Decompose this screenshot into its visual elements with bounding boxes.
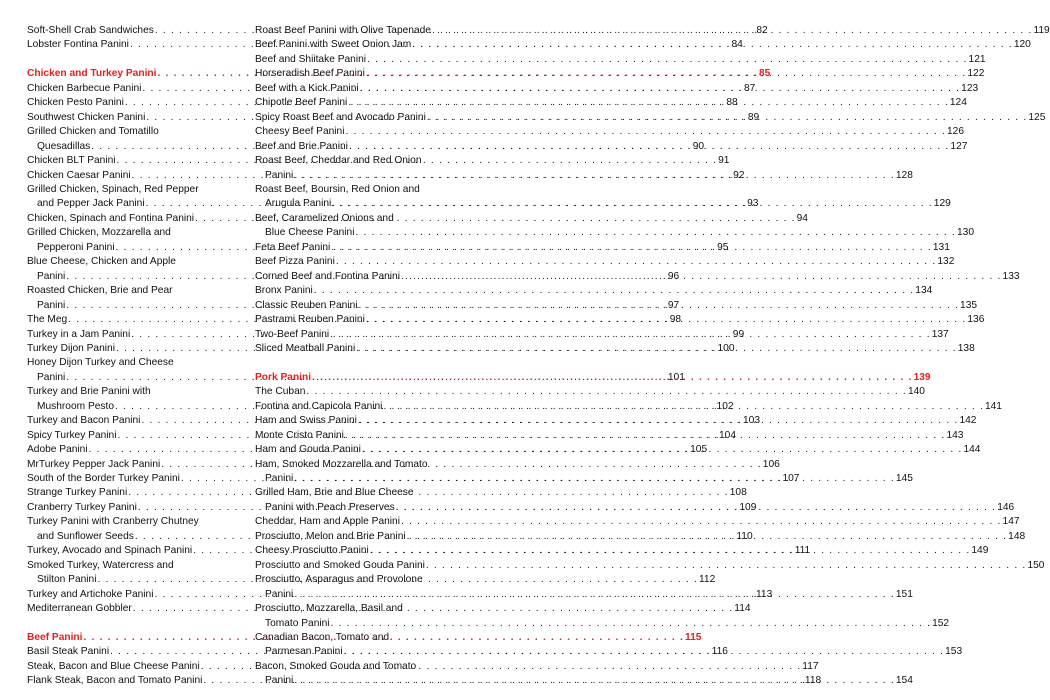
toc-entry-title: Roast Beef, Boursin, Red Onion and	[255, 183, 420, 195]
toc-entry-continuation	[255, 226, 975, 240]
toc-entry-title: Sliced Meatball Panini	[255, 342, 356, 354]
toc-page-number: 82	[756, 25, 768, 36]
toc-entry-title: Roast Beef, Cheddar and Red Onion	[255, 155, 422, 167]
toc-page-number: 141	[984, 400, 1002, 412]
toc-entry-title: Beef and Brie Panini	[255, 140, 348, 152]
toc-page-number: 129	[933, 198, 951, 210]
toc-entry	[255, 559, 1045, 573]
toc-entry-title: Blue Cheese, Chicken and Apple	[27, 256, 176, 268]
section-spacer	[27, 53, 235, 67]
toc-entry	[27, 674, 822, 688]
dot-leader	[349, 140, 950, 154]
dot-leader	[366, 313, 967, 327]
dot-leader	[426, 559, 1027, 573]
toc-entry-title: Cheesy Prosciutto Panini	[255, 545, 369, 557]
toc-page-number: 111	[794, 545, 811, 557]
dot-leader	[336, 255, 937, 269]
toc-entry-title: Fontina and Capicola Panini	[255, 400, 383, 412]
toc-entry	[255, 284, 933, 298]
toc-page-number: 94	[796, 212, 808, 224]
dot-leader	[306, 385, 907, 399]
toc-entry	[255, 125, 965, 139]
toc-entry	[255, 486, 463, 500]
toc-entry	[255, 385, 925, 399]
dot-leader	[401, 270, 1002, 284]
dot-leader	[432, 24, 1033, 38]
toc-page-number: 113	[756, 588, 773, 600]
toc-entry-title: The Cuban	[255, 386, 306, 398]
toc-entry-title: Tomato Panini	[265, 617, 330, 629]
dot-leader	[370, 544, 971, 558]
section-heading-title: Chicken and Turkey Panini	[27, 68, 157, 80]
toc-entry	[255, 631, 463, 645]
toc-entry-title: Arugula Panini	[265, 198, 332, 210]
toc-entry	[27, 356, 235, 370]
toc-entry-title: Turkey and Bacon Panini	[27, 415, 141, 427]
toc-page-number: 96	[667, 270, 680, 282]
toc-entry-title: Strange Turkey Panini	[27, 487, 128, 499]
toc-entry-title: Stilton Panini	[37, 574, 97, 586]
toc-page-number: 149	[971, 545, 989, 557]
toc-entry-title: Bacon, Smoked Gouda and Tomato	[255, 660, 417, 672]
section-spacer	[27, 617, 235, 631]
toc-entry-title: Turkey and Brie Panini with	[27, 386, 151, 398]
toc-page-number: 152	[932, 617, 950, 629]
dot-leader	[332, 197, 933, 211]
toc-entry-title: Turkey in a Jam Panini	[27, 328, 131, 340]
toc-entry	[255, 53, 986, 67]
dot-leader	[294, 169, 895, 183]
toc-entry-title: Flank Steak, Bacon and Tomato Panini	[27, 675, 203, 687]
toc-entry-title: Smoked Turkey, Watercress and	[27, 559, 174, 571]
toc-entry-title: Beef with a Kick Panini	[255, 82, 359, 94]
toc-entry-title: Pepperoni Panini	[37, 241, 115, 253]
toc-entry	[27, 284, 235, 298]
toc-page-number: 110	[736, 530, 753, 542]
toc-page-number: 148	[1008, 530, 1026, 542]
toc-page-number: 123	[961, 82, 979, 94]
toc-entry-title: Quesadillas	[37, 140, 91, 152]
toc-entry-title: Chipotle Beef Panini	[255, 97, 348, 109]
toc-page-number: 124	[949, 97, 967, 109]
toc-page-number: 100	[717, 342, 735, 354]
toc-entry	[255, 573, 463, 587]
toc-entry-title: Bronx Panini	[255, 285, 313, 297]
toc-entry-title: Horseradish Beef Panini	[255, 68, 365, 80]
toc-entry-title: Chicken Caesar Panini	[27, 169, 131, 181]
dot-leader	[407, 530, 1008, 544]
toc-entry	[255, 515, 1020, 529]
toc-page-number: 95	[717, 241, 729, 253]
toc-entry-title: Panini with Peach Preserves	[265, 501, 395, 513]
toc-entry-title: Beef Panini with Sweet Onion Jam	[255, 39, 412, 51]
toc-entry	[255, 660, 463, 674]
toc-entry-title: Beef and Shiitake Panini	[255, 53, 367, 65]
toc-entry-title: Monte Cristo Panini	[255, 429, 344, 441]
dot-leader	[355, 226, 956, 240]
section-heading-title: Pork Panini	[255, 371, 312, 383]
dot-leader	[344, 645, 945, 659]
toc-entry-title: Chicken, Spinach and Fontina Panini	[27, 212, 195, 224]
toc-page-number: 132	[937, 256, 955, 268]
toc-page-number: 145	[895, 473, 913, 485]
toc-entry-title: Panini	[265, 588, 294, 600]
toc-page-number: 140	[907, 386, 925, 398]
toc-page-number: 93	[747, 198, 759, 210]
toc-page-number: 130	[957, 227, 975, 239]
dot-leader	[362, 443, 963, 457]
toc-entry	[255, 255, 955, 269]
toc-entry-title: Panini	[265, 169, 294, 181]
toc-entry-title: Panini	[37, 270, 66, 282]
toc-entry-title: The Meg	[27, 314, 68, 326]
toc-page-number: 134	[915, 285, 933, 297]
toc-page-number: 142	[959, 415, 977, 427]
toc-page-number: 89	[747, 111, 760, 123]
toc-entry-title: Panini	[265, 675, 294, 687]
dot-leader	[345, 125, 946, 139]
toc-page-number: 146	[997, 501, 1015, 513]
toc-entry-title: Ham and Swiss Panini	[255, 415, 357, 427]
dot-leader	[331, 241, 932, 255]
toc-entry-title: Steak, Bacon and Blue Cheese Panini	[27, 660, 200, 672]
toc-entry	[27, 125, 235, 139]
toc-entry-title: Grilled Chicken, Mozzarella and	[27, 227, 171, 239]
dot-leader	[360, 82, 961, 96]
toc-page-number: 102	[716, 400, 734, 412]
toc-entry-title: Roast Beef Panini with Olive Tapenade	[255, 25, 431, 36]
dot-leader	[314, 284, 915, 298]
toc-entry	[27, 559, 235, 573]
toc-entry-title: Turkey, Avocado and Spinach Panini	[27, 545, 193, 557]
toc-entry-title: Cheesy Beef Panini	[255, 126, 345, 138]
toc-entry-title: Beef, Caramelized Onions and	[255, 212, 394, 224]
toc-entry	[27, 183, 235, 197]
dot-leader	[427, 111, 1028, 125]
toc-entry-title: Adobe Panini	[27, 444, 88, 456]
toc-entry	[27, 588, 773, 602]
toc-page-number: 144	[963, 444, 981, 456]
toc-page-number: 106	[762, 458, 780, 470]
toc-page-number: 138	[957, 342, 975, 354]
toc-entry	[27, 472, 800, 486]
toc-entry-title: Blue Cheese Panini	[265, 227, 355, 239]
toc-page-number: 127	[950, 140, 968, 152]
dot-leader	[356, 342, 957, 356]
toc-page-number: 114	[734, 603, 751, 615]
toc-page-number: 120	[1013, 39, 1031, 51]
toc-entry-title: Two-Beef Panini	[255, 328, 330, 340]
dot-leader	[294, 674, 895, 688]
toc-entry-title: Canadian Bacon, Tomato and	[255, 632, 390, 644]
toc-entry	[27, 385, 235, 399]
toc-page-number: 101	[667, 371, 685, 383]
toc-entry-title: Ham and Gouda Panini	[255, 444, 361, 456]
toc-entry-title: Turkey and Artichoke Panini	[27, 588, 154, 600]
section-page-number: 85	[758, 68, 771, 80]
toc-page-number: 136	[967, 314, 985, 326]
toc-page-number: 107	[782, 473, 800, 485]
toc-entry-title: Chicken Barbecue Panini	[27, 82, 142, 94]
toc-page-number: 91	[718, 155, 730, 167]
toc-entry-title: Mediterranean Gobbler	[27, 603, 132, 615]
dot-leader	[396, 501, 997, 515]
dot-leader	[359, 299, 960, 313]
toc-entry-title: Grilled Chicken, Spinach, Red Pepper	[27, 183, 199, 195]
toc-page-number: 92	[733, 169, 745, 181]
dot-leader	[330, 328, 931, 342]
toc-entry-title: Grilled Chicken and Tomatillo	[27, 126, 159, 138]
toc-entry-title: and Sunflower Seeds	[37, 530, 134, 542]
toc-entry-title: Southwest Chicken Panini	[27, 111, 146, 123]
toc-entry-continuation	[255, 617, 950, 631]
toc-page-number: 143	[946, 429, 964, 441]
toc-entry-title: Roasted Chicken, Brie and Pear	[27, 285, 173, 297]
toc-page-number: 135	[960, 299, 978, 311]
toc-page-number: 137	[931, 328, 949, 340]
toc-page-number: 116	[711, 646, 728, 658]
toc-page-number: 88	[726, 97, 738, 109]
dot-leader	[331, 617, 932, 631]
toc-page-number: 103	[742, 415, 760, 427]
toc-entry-title: Prosciutto and Smoked Gouda Panini	[255, 559, 425, 571]
toc-page-number: 147	[1002, 516, 1020, 528]
toc-entry-title: Chicken Pesto Panini	[27, 97, 124, 109]
toc-entry-title: Basil Steak Panini	[27, 646, 110, 658]
toc-page-number: 99	[732, 328, 745, 340]
toc-page-number: 131	[932, 241, 950, 253]
toc-entry-title: Panini	[37, 371, 66, 383]
toc-entry	[255, 154, 463, 168]
toc-entry	[255, 602, 463, 616]
toc-entry-title: Prosciutto, Mozzarella, Basil and	[255, 603, 403, 615]
dot-leader	[383, 400, 984, 414]
toc-entry-title: Feta Beef Panini	[255, 241, 331, 253]
dot-leader	[401, 515, 1002, 529]
toc-entry-title: Lobster Fontina Panini	[27, 39, 129, 51]
toc-page-number: 87	[743, 82, 756, 94]
toc-page-number: 154	[895, 675, 913, 687]
dot-leader	[358, 414, 959, 428]
dot-leader	[345, 429, 946, 443]
toc-page-number: 112	[699, 574, 716, 586]
toc-entry-title: Grilled Ham, Brie and Blue Cheese	[255, 487, 414, 499]
toc-page-number: 153	[945, 646, 963, 658]
section-page-number: 115	[685, 632, 702, 643]
toc-entry-title: Chicken BLT Panini	[27, 155, 116, 167]
dot-leader	[312, 371, 913, 385]
section-spacer	[255, 356, 463, 370]
toc-entry-title: and Pepper Jack Panini	[37, 198, 145, 210]
toc-page-number: 133	[1002, 270, 1020, 282]
section-page-number: 139	[913, 371, 931, 383]
toc-entry-title: MrTurkey Pepper Jack Panini	[27, 458, 161, 470]
toc-page-number: 97	[667, 299, 680, 311]
toc-page-number: 105	[690, 444, 708, 456]
toc-entry-title: Corned Beef and Fontina Panini	[255, 270, 400, 282]
toc-page-number: 117	[802, 660, 819, 672]
toc-page-number: 150	[1027, 559, 1045, 571]
toc-entry-title: Turkey Dijon Panini	[27, 342, 115, 354]
toc-entry	[255, 183, 463, 197]
toc-page-number: 108	[729, 487, 747, 499]
toc-page-number: 126	[947, 126, 965, 138]
section-heading-title: Beef Panini	[27, 632, 83, 643]
toc-page-number: 125	[1028, 111, 1046, 123]
toc-entry-title: Ham, Smoked Mozzarella and Tomato	[255, 458, 428, 470]
toc-entry-title: South of the Border Turkey Panini	[27, 473, 180, 485]
toc-entry-title: Honey Dijon Turkey and Cheese	[27, 357, 174, 369]
toc-page-number: 118	[804, 675, 822, 687]
dot-leader	[412, 38, 1013, 52]
dot-leader	[367, 53, 968, 67]
toc-entry	[255, 212, 463, 226]
toc-entry-title: Spicy Turkey Panini	[27, 429, 117, 441]
toc-page-number: 98	[669, 314, 682, 326]
toc-page-number: 121	[968, 53, 986, 65]
toc-entry	[27, 169, 745, 183]
dot-leader	[366, 67, 967, 81]
toc-page-number: 151	[895, 588, 913, 600]
toc-entry-title: Spicy Roast Beef and Avocado Panini	[255, 111, 426, 123]
toc-page-number: 128	[895, 169, 913, 181]
toc-entry	[27, 515, 235, 529]
toc-entry-title: Mushroom Pesto	[37, 400, 115, 412]
toc-entry-title: Classic Reuben Panini	[255, 299, 358, 311]
dot-leader	[294, 472, 895, 486]
toc-entry-title: Soft-Shell Crab Sandwiches	[27, 25, 154, 36]
dot-leader	[348, 96, 949, 110]
toc-entry-title: Pastrami Reuben Panini	[255, 314, 365, 326]
toc-entry-title: Cheddar, Ham and Apple Panini	[255, 516, 400, 528]
toc-entry	[27, 255, 235, 269]
toc-entry-title: Beef Pizza Panini	[255, 256, 335, 268]
dot-leader	[294, 588, 895, 602]
toc-page-number: 84	[731, 39, 743, 51]
toc-entry	[255, 458, 463, 472]
toc-page-number: 109	[739, 501, 757, 513]
toc-page-number: 104	[719, 429, 736, 441]
toc-page-number: 119	[1033, 25, 1050, 36]
toc-entry-title: Turkey Panini with Cranberry Chutney	[27, 516, 199, 528]
toc-entry-title: Parmesan Panini	[265, 646, 343, 658]
toc-page-number: 122	[967, 68, 985, 80]
toc-entry-title: Panini	[265, 473, 294, 485]
toc-entry-title: Prosciutto, Melon and Brie Panini	[255, 530, 406, 542]
toc-entry-title: Panini	[37, 299, 66, 311]
toc-entry	[27, 226, 235, 240]
toc-entry-title: Cranberry Turkey Panini	[27, 501, 137, 513]
toc-entry-title: Prosciutto, Asparagus and Provolone	[255, 574, 423, 586]
toc-page-number: 90	[692, 140, 705, 152]
